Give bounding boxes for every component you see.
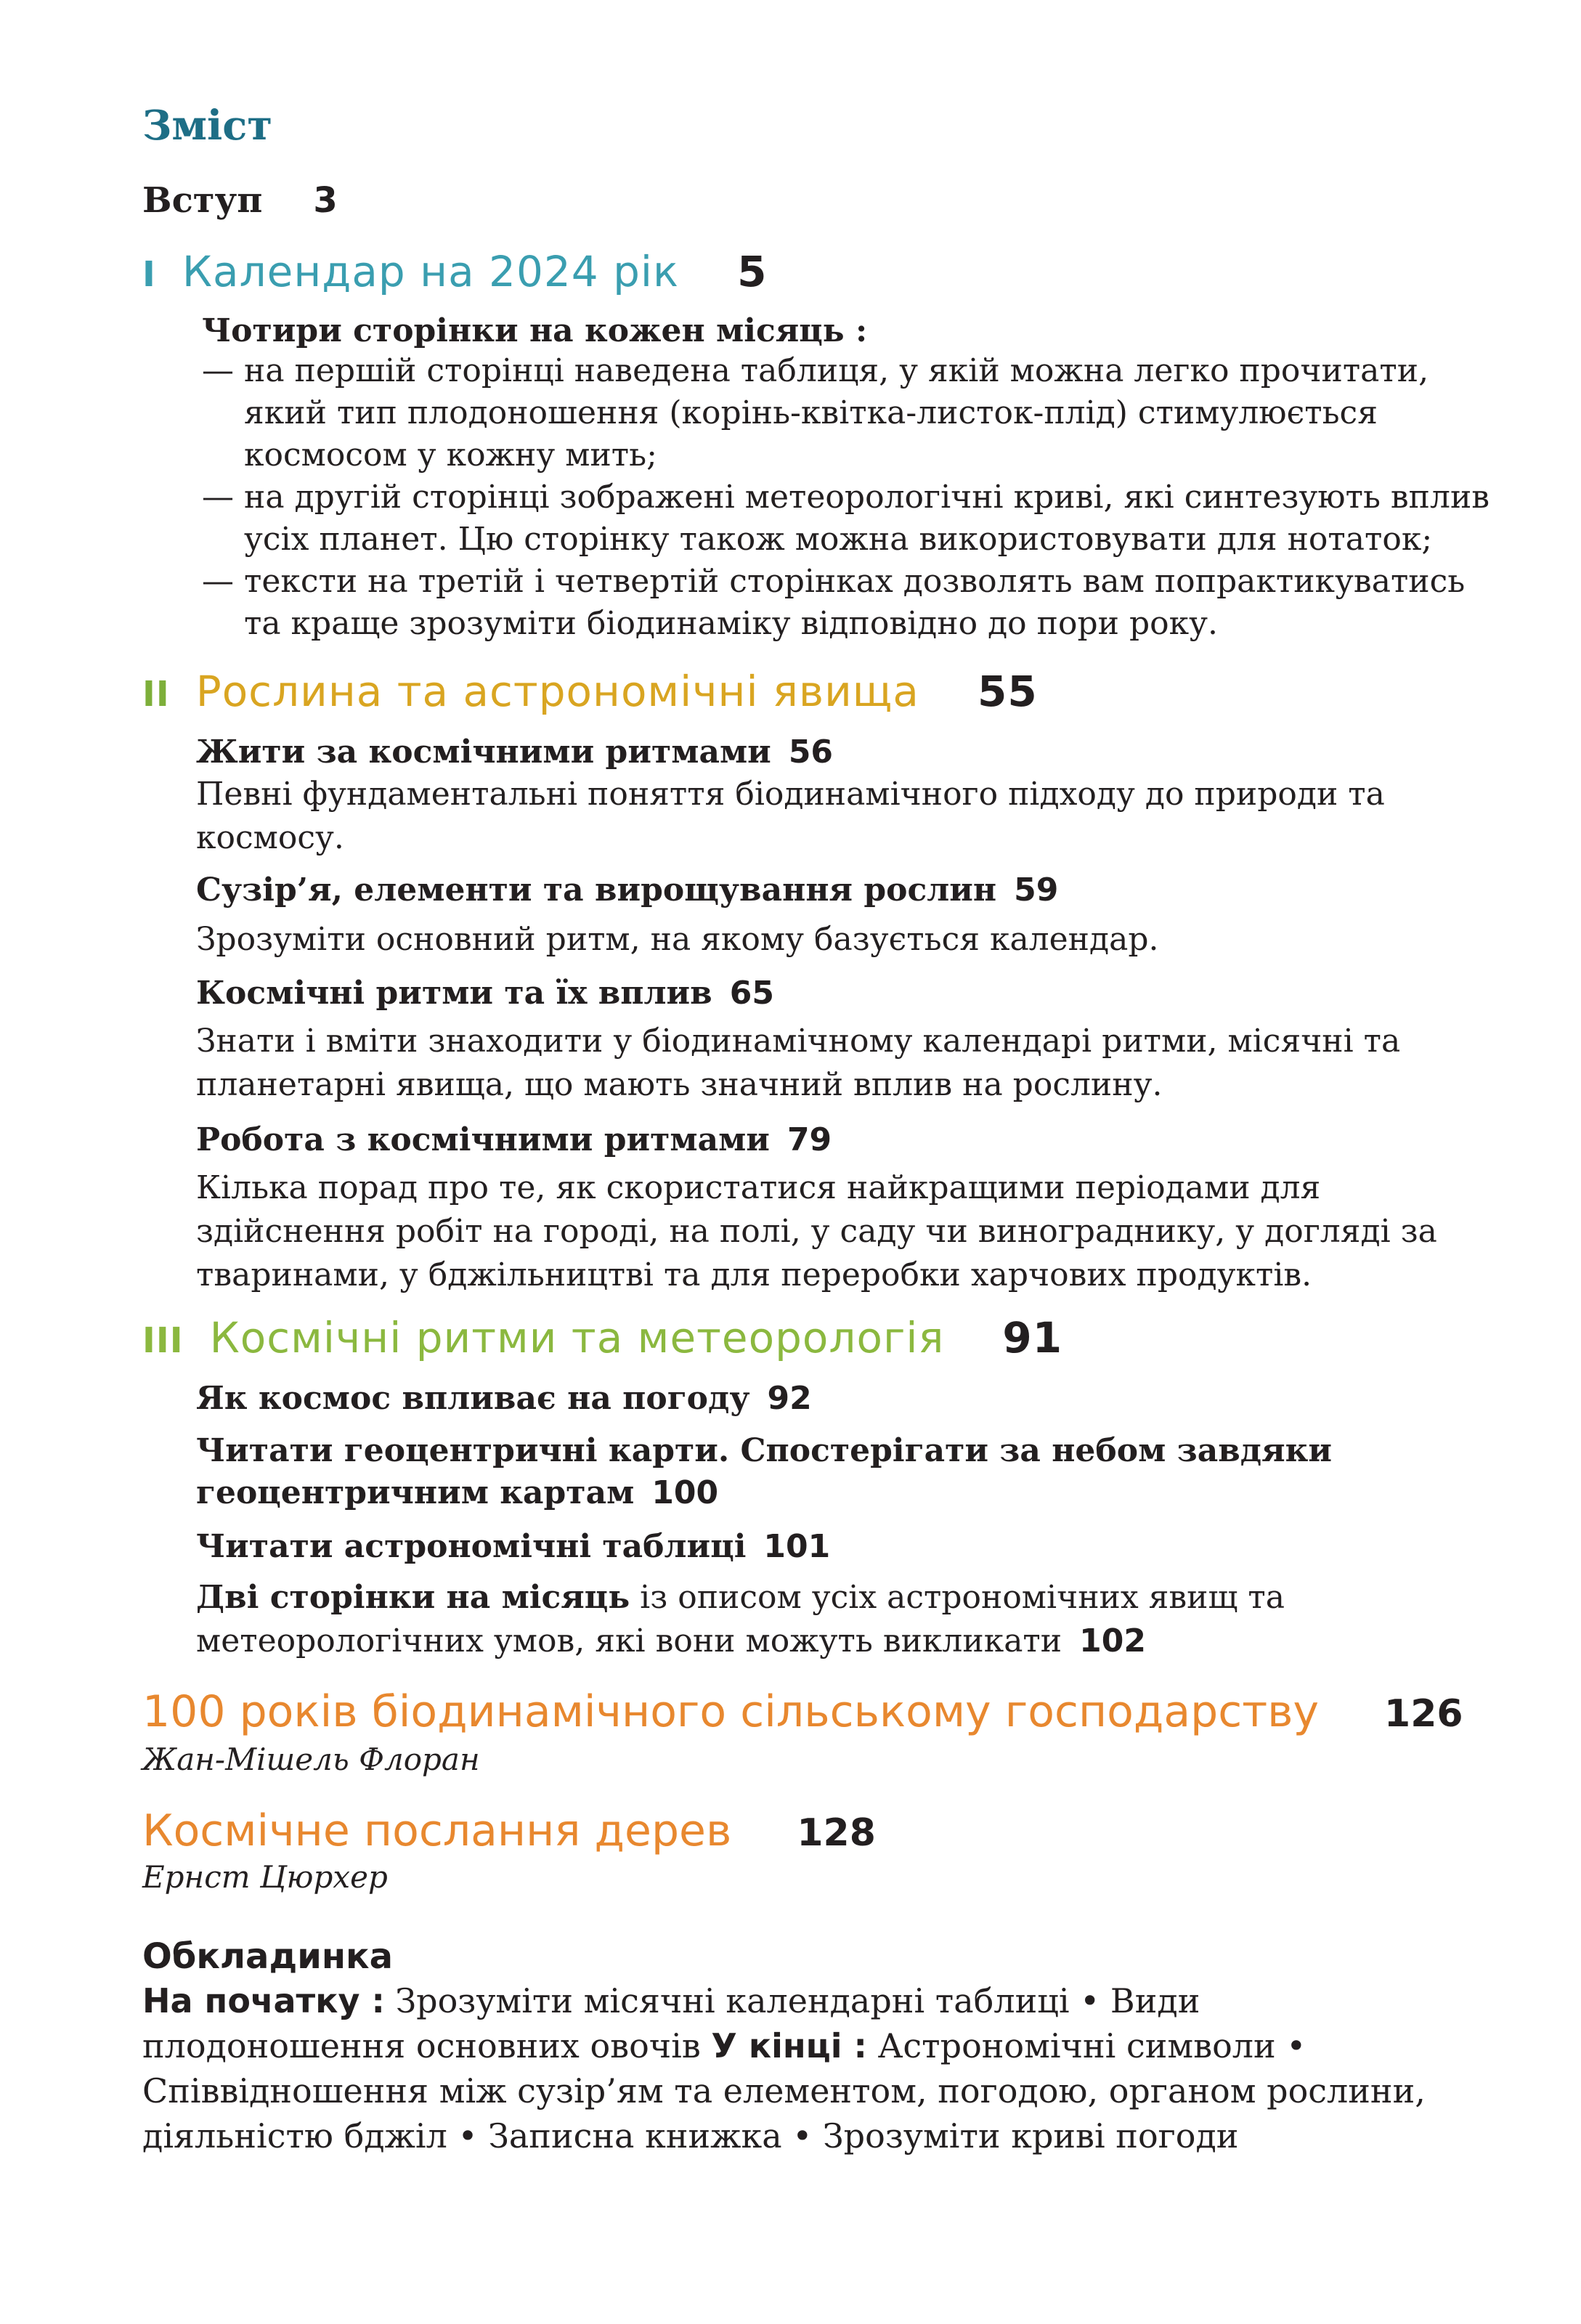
article-1[interactable] bbox=[142, 1686, 1463, 1737]
article-1-author: Жан-Мішель Флоран bbox=[142, 1742, 480, 1777]
section-2-item-3[interactable] bbox=[196, 975, 774, 1012]
article-2-page: 128 bbox=[797, 1811, 876, 1855]
section-3-roman: III bbox=[142, 1320, 184, 1361]
section-3-item-1[interactable] bbox=[196, 1380, 812, 1417]
item-desc: планетарні явища, що мають значний вплив на рослину. bbox=[196, 1066, 1163, 1103]
item-title: Жити за космічними ритмами bbox=[196, 734, 771, 771]
section-1-heading[interactable] bbox=[142, 247, 767, 296]
intro-entry[interactable] bbox=[142, 180, 338, 221]
section-2-heading[interactable] bbox=[142, 667, 1038, 716]
article-2-author: Ернст Цюрхер bbox=[142, 1859, 388, 1895]
item-desc: Певні фундаментальні поняття біодинамічного підходу до природи та bbox=[196, 776, 1385, 813]
section-3-item-3[interactable] bbox=[196, 1528, 830, 1565]
item-page: 102 bbox=[1079, 1622, 1146, 1659]
section-2-item-1[interactable] bbox=[196, 734, 833, 771]
page-title: Зміст bbox=[142, 102, 273, 150]
item-title: Космічні ритми та їх вплив bbox=[196, 975, 712, 1012]
cover-line-4: діяльністю бджіл • Записна книжка • Зрозуміти криві погоди bbox=[142, 2116, 1239, 2156]
item-desc: здійснення робіт на городі, на полі, у саду чи винограднику, у догляді за bbox=[196, 1213, 1437, 1250]
item-title: Робота з космічними ритмами bbox=[196, 1121, 770, 1158]
cover-line-2 bbox=[142, 2023, 1306, 2068]
item-page: 92 bbox=[767, 1380, 812, 1417]
item-title: Як космос впливає на погоду bbox=[196, 1380, 750, 1417]
item-page: 59 bbox=[1014, 871, 1059, 909]
cover-text: плодоношення основних овочів bbox=[142, 2026, 712, 2065]
item-title: Сузір’я, елементи та вирощування рослин bbox=[196, 871, 997, 909]
section-1-page: 5 bbox=[737, 247, 768, 296]
cover-start-label: На початку : bbox=[142, 1981, 385, 2020]
item-desc: Кілька порад про те, як скористатися найкращими періодами для bbox=[196, 1169, 1321, 1206]
cover-end-label: У кінці : bbox=[711, 2026, 867, 2065]
item-title: метеорологічних умов, які вони можуть викликати bbox=[196, 1622, 1062, 1659]
item-page: 101 bbox=[763, 1528, 831, 1565]
item-title: Читати астрономічні таблиці bbox=[196, 1528, 747, 1565]
article-1-title: 100 років біодинамічного сільському господарству bbox=[142, 1686, 1320, 1737]
item-desc: Знати і вміти знаходити у біодинамічному календарі ритми, місячні та bbox=[196, 1023, 1401, 1060]
section-3-heading[interactable] bbox=[142, 1313, 1062, 1362]
section-1-subheading: Чотири сторінки на кожен місяць : bbox=[202, 312, 868, 349]
section-3-item-4-line1[interactable] bbox=[196, 1576, 1285, 1620]
section-1-line: — на першій сторінці наведена таблиця, у якій можна легко прочитати, bbox=[202, 352, 1429, 389]
intro-page: 3 bbox=[313, 180, 338, 221]
section-3-item-2-line2[interactable] bbox=[196, 1474, 718, 1511]
section-3-title: Космічні ритми та метеорологія bbox=[209, 1313, 945, 1362]
item-page: 65 bbox=[729, 975, 774, 1012]
cover-heading: Обкладинка bbox=[142, 1936, 393, 1977]
item-desc: тваринами, у бджільництві та для переробки харчових продуктів. bbox=[196, 1256, 1312, 1293]
section-2-item-4[interactable] bbox=[196, 1121, 832, 1158]
section-1-line: — тексти на третій і четвертій сторінках дозволять вам попрактикуватись bbox=[202, 563, 1466, 600]
section-1-line: — на другій сторінці зображені метеорологічні криві, які синтезують вплив bbox=[202, 479, 1490, 516]
cover-text: Зрозуміти місячні календарні таблиці • Види bbox=[384, 1981, 1200, 2020]
article-2[interactable] bbox=[142, 1805, 876, 1856]
section-2-title: Рослина та астрономічні явища bbox=[195, 667, 919, 716]
section-2-page: 55 bbox=[977, 667, 1038, 716]
section-3-item-2-line1[interactable]: Читати геоцентричні карти. Спостерігати за небом завдяки bbox=[196, 1432, 1333, 1469]
cover-line-1 bbox=[142, 1978, 1200, 2023]
section-3-item-4-line2[interactable] bbox=[196, 1620, 1146, 1663]
item-title-bold: Дві сторінки на місяць bbox=[196, 1579, 630, 1616]
section-1-line: космосом у кожну мить; bbox=[244, 436, 657, 474]
section-3-page: 91 bbox=[1002, 1313, 1063, 1362]
section-1-roman: I bbox=[142, 254, 156, 295]
item-title: геоцентричним картам bbox=[196, 1474, 635, 1511]
item-page: 100 bbox=[651, 1474, 719, 1511]
section-1-line: та краще зрозуміти біодинаміку відповідно до пори року. bbox=[244, 605, 1218, 642]
section-1-line: усіх планет. Цю сторінку також можна використовувати для нотаток; bbox=[244, 521, 1433, 558]
intro-label: Вступ bbox=[142, 180, 263, 221]
item-title-rest: із описом усіх астрономічних явищ та bbox=[630, 1579, 1285, 1616]
cover-text: Астрономічні символи • bbox=[866, 2026, 1306, 2065]
article-1-page: 126 bbox=[1384, 1692, 1463, 1736]
section-1-title: Календар на 2024 рік bbox=[182, 247, 680, 296]
item-desc: Зрозуміти основний ритм, на якому базується календар. bbox=[196, 921, 1159, 958]
article-2-title: Космічне послання дерев bbox=[142, 1805, 732, 1856]
item-page: 56 bbox=[788, 734, 834, 771]
item-desc: космосу. bbox=[196, 819, 344, 856]
section-2-roman: II bbox=[142, 674, 170, 715]
item-page: 79 bbox=[787, 1121, 832, 1158]
cover-line-3: Співвідношення між сузір’ям та елементом, погодою, органом рослини, bbox=[142, 2071, 1426, 2110]
section-2-item-2[interactable] bbox=[196, 871, 1058, 909]
section-1-line: який тип плодоношення (корінь-квітка-листок-плід) стимулюється bbox=[244, 394, 1378, 431]
